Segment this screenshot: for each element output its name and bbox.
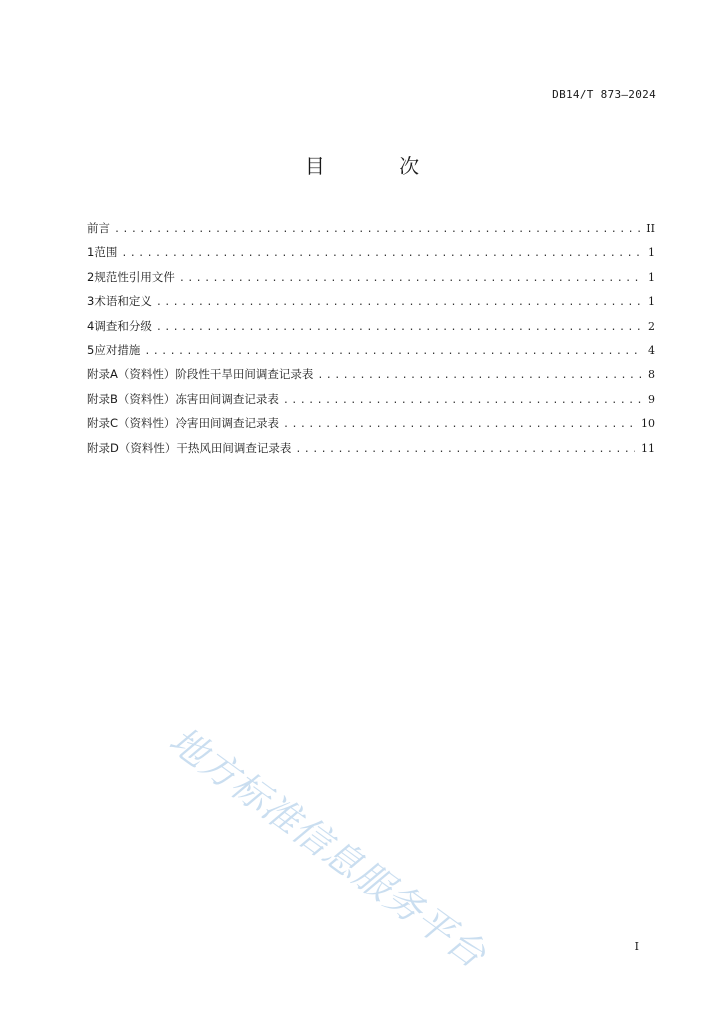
toc-leader-dots	[114, 220, 640, 240]
toc-label: 范围	[94, 245, 118, 260]
toc-label: 术语和定义	[94, 294, 152, 309]
toc-page-number: 2	[648, 319, 655, 333]
toc-page-number: 8	[648, 368, 655, 382]
toc-entry-appendix-b[interactable]	[87, 389, 655, 413]
table-of-contents	[87, 218, 655, 462]
watermark: 地方标准信息服务平台	[161, 718, 495, 977]
toc-page-number: II	[646, 222, 655, 235]
toc-label: 调查和分级	[94, 318, 152, 333]
toc-label: 应对措施	[94, 342, 141, 357]
toc-leader-dots	[295, 440, 635, 460]
toc-leader-dots	[144, 342, 642, 362]
toc-label: 附录C（资料性）冷害田间调查记录表	[87, 416, 280, 431]
toc-section-number: 2	[87, 269, 95, 284]
toc-page-number: 10	[641, 417, 655, 431]
toc-page-number: 1	[648, 295, 655, 309]
toc-section-number: 5	[87, 342, 95, 357]
toc-section-number: 3	[87, 294, 95, 309]
toc-entry-5[interactable]	[87, 340, 655, 364]
toc-entry-4[interactable]	[87, 316, 655, 340]
toc-entry-appendix-c[interactable]	[87, 413, 655, 437]
toc-page-number: 1	[648, 246, 655, 260]
toc-leader-dots	[156, 293, 642, 313]
toc-entry-3[interactable]	[87, 291, 655, 315]
toc-leader-dots	[156, 318, 642, 338]
toc-leader-dots	[317, 366, 642, 386]
toc-page-number: 9	[648, 392, 655, 406]
toc-label: 附录B（资料性）冻害田间调查记录表	[87, 391, 279, 406]
toc-entry-appendix-d[interactable]	[87, 438, 655, 462]
toc-page-number: 4	[648, 343, 655, 357]
toc-label: 前言	[87, 221, 110, 235]
toc-label: 附录A（资料性）阶段性干旱田间调查记录表	[87, 367, 314, 382]
toc-entry-1[interactable]	[87, 242, 655, 266]
toc-section-number: 1	[87, 245, 95, 260]
toc-entry-appendix-a[interactable]	[87, 364, 655, 388]
toc-leader-dots	[283, 391, 642, 411]
toc-page-number: 1	[648, 270, 655, 284]
toc-label: 规范性引用文件	[94, 269, 175, 284]
document-code: DB14/T 873—2024	[552, 88, 656, 101]
toc-page-number: 11	[641, 441, 655, 455]
toc-entry-foreword[interactable]	[87, 218, 655, 242]
toc-leader-dots	[179, 269, 642, 289]
page-title: 目 次	[304, 154, 454, 178]
toc-label: 附录D（资料性）干热风田间调查记录表	[87, 440, 292, 455]
toc-leader-dots	[121, 244, 642, 264]
toc-leader-dots	[283, 415, 635, 435]
toc-entry-2[interactable]	[87, 267, 655, 291]
toc-section-number: 4	[87, 318, 95, 333]
page-number: I	[634, 940, 639, 953]
